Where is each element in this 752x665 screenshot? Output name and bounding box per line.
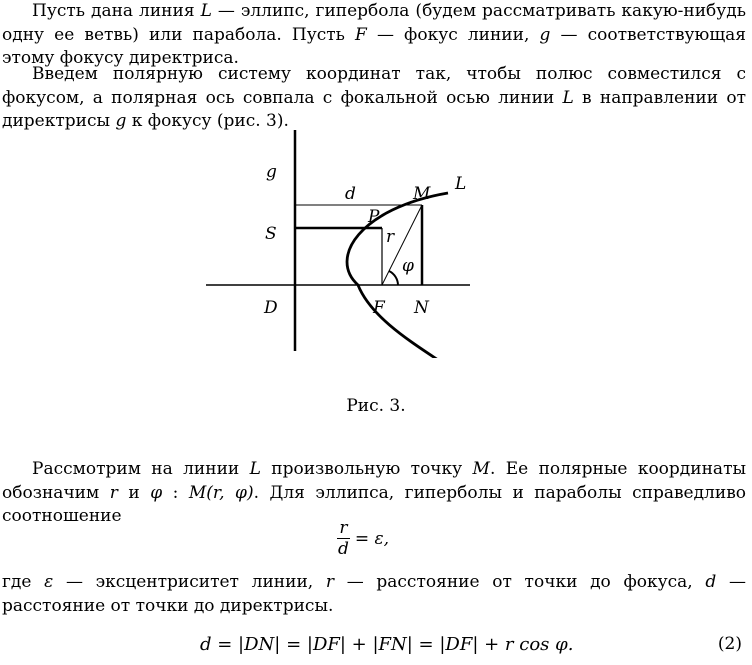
figure-3-diagram <box>200 128 480 358</box>
var-r: r <box>325 572 335 592</box>
label-d: d <box>345 184 356 204</box>
var-F: F <box>355 24 367 45</box>
angle-phi-arc <box>389 271 398 285</box>
eccentricity-relation <box>336 518 389 559</box>
label-S: S <box>265 224 277 244</box>
fraction-numerator: r <box>339 518 348 538</box>
label-M: M <box>413 184 431 204</box>
var-L: L <box>562 87 574 108</box>
fraction-equals-epsilon: = ε, <box>354 528 390 549</box>
label-r: r <box>386 227 395 247</box>
point-M-coords: M(r, φ) <box>188 482 254 503</box>
var-L: L <box>249 459 261 479</box>
fraction-r-over-d <box>336 518 351 559</box>
var-phi: φ <box>150 482 163 503</box>
label-P: P <box>368 207 380 227</box>
label-L: L <box>455 174 467 194</box>
paragraph-point-M: Рассмотрим на линии L произвольную точку M. Ее полярные координаты обозначим r и φ : M(r, φ). Для эллипса, гиперболы и параболы справедливо соотношение <box>2 459 747 526</box>
var-g: g <box>115 111 127 131</box>
paragraph-polar-system: Введем полярную систему координат так, чтобы полюс совместился с фокусом, а полярная ось совпала с фокальной осью линии L в направлении от директрисы g к фокусу (рис. 3). <box>2 64 746 131</box>
label-N: N <box>414 298 429 318</box>
formula-2: d = |DN| = |DF| + |FN| = |DF| + r cos φ. <box>200 634 574 655</box>
label-D: D <box>264 298 278 318</box>
fraction-denominator: d <box>338 539 349 559</box>
figure-caption: Рис. 3. <box>346 396 406 416</box>
var-r: r <box>109 482 118 503</box>
var-d: d <box>705 572 717 592</box>
var-g: g <box>539 24 551 45</box>
equation-number: (2) <box>717 634 742 654</box>
curve-L <box>347 193 450 358</box>
var-L: L <box>200 1 212 21</box>
label-g: g <box>266 162 277 182</box>
label-F: F <box>373 298 385 318</box>
var-M: M <box>472 459 490 479</box>
paragraph-definition: Пусть дана линия L — эллипс, гипербола (будем рассматривать какую-нибудь одну ее ветвь) или парабола. Пусть F — фокус линии, g — соответствующая этому фокусу директриса. <box>2 1 746 68</box>
var-epsilon: ε <box>44 572 54 592</box>
paragraph-definitions: где ε — эксцентриситет линии, r — расстояние от точки до фокуса, d — расстояние от точки до директрисы. <box>2 572 746 616</box>
label-phi: φ <box>402 256 414 276</box>
